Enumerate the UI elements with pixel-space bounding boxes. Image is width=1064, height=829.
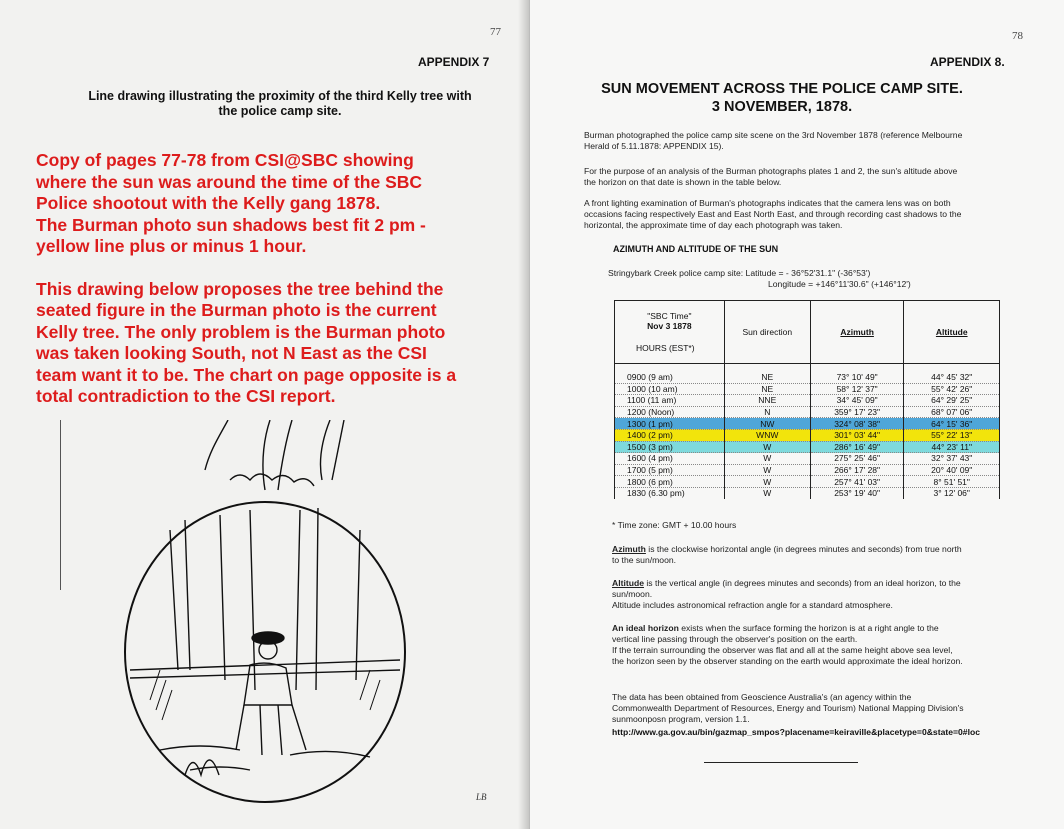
annotation-line: This drawing below proposes the tree behind the [36,278,444,299]
azimuth-cell: 275° 25' 46" [810,453,904,465]
time-cell: 1200 (Noon) [615,406,725,418]
time-cell: 1100 (11 am) [615,395,725,407]
timezone-note: * Time zone: GMT + 10.00 hours [612,520,737,530]
definition-text: sun/moon. [612,589,653,599]
header-time-line: HOURS (EST*) [636,343,695,353]
table-row [615,487,1000,498]
table-row [615,429,1000,441]
azimuth-cell: 286° 16' 49" [810,441,904,453]
header-sun-direction: Sun direction [724,301,810,364]
table-row [615,372,1000,383]
intro-paragraph [584,130,1024,152]
time-cell: 1800 (6 pm) [615,476,725,488]
text-line: Herald of 5.11.1878: APPENDIX 15). [584,141,724,151]
azimuth-cell: 253° 19' 40" [810,487,904,498]
azimuth-cell: 359° 17' 23" [810,406,904,418]
altitude-cell: 32° 37' 43" [904,453,1000,465]
direction-cell: NE [724,383,810,395]
annotation-line: Copy of pages 77-78 from CSI@SBC showing [36,150,414,170]
kelly-tree-line-drawing [60,420,530,810]
altitude-cell: 64° 15' 36" [904,418,1000,430]
annotation-line: yellow line plus or minus 1 hour. [36,236,307,256]
ideal-horizon-term: An ideal horizon [612,623,679,633]
altitude-cell: 68° 07' 06" [904,406,1000,418]
altitude-cell: 55° 42' 26" [904,383,1000,395]
altitude-cell: 64° 29' 25" [904,395,1000,407]
text-line: sunmoonposn program, version 1.1. [612,714,750,724]
text-line: the horizon on that date is shown in the table below. [584,177,782,187]
figure-hat [252,632,284,644]
tree-line [170,510,255,690]
page-subtitle [60,89,500,119]
time-cell: 1700 (5 pm) [615,464,725,476]
altitude-cell: 8° 51' 51" [904,476,1000,488]
azimuth-cell: 301° 03' 44" [810,429,904,441]
azimuth-term: Azimuth [612,544,646,554]
direction-cell: NNE [724,395,810,407]
definition-text: the horizon seen by the observer standing on the earth would approximate the ideal horizon. [612,656,963,666]
text-line: Commonwealth Department of Resources, Energy and Tourism) National Mapping Division's [612,703,964,713]
location-coordinates [608,268,911,290]
azimuth-cell: 257° 41' 03" [810,476,904,488]
direction-cell: W [724,476,810,488]
text-line: horizontal, the approximate time of day each photograph was taken. [584,220,843,230]
altitude-cell: 3° 12' 06" [904,487,1000,498]
annotation-line: Kelly tree. The only problem is the Burman photo [36,321,446,342]
annotation-line: where the sun was around the time of the SBC [36,171,423,192]
azimuth-cell: 324° 08' 38" [810,418,904,430]
text-line: occasions facing respectively East and East North East, and through recording cast shadows to the [584,209,962,219]
table-row [615,476,1000,488]
header-time [615,301,725,364]
azimuth-cell: 266° 17' 28" [810,464,904,476]
figure-legs [236,705,306,755]
time-cell: 1600 (4 pm) [615,453,725,465]
time-cell: 1830 (6.30 pm) [615,487,725,498]
time-cell: 1400 (2 pm) [615,429,725,441]
direction-cell: W [724,441,810,453]
appendix-heading: APPENDIX 8. [930,55,1005,69]
direction-cell: W [724,464,810,476]
direction-cell: WNW [724,429,810,441]
annotation-line: seated figure in the Burman photo is the current [36,300,437,320]
vignette-circle [125,502,405,802]
title-line: SUN MOVEMENT ACROSS THE POLICE CAMP SITE. [601,81,963,97]
header-time-line: "SBC Time" [647,311,692,321]
ground-strokes [160,746,370,770]
time-cell: 1500 (3 pm) [615,441,725,453]
header-altitude: Altitude [904,301,1000,364]
page-number: 77 [490,26,501,38]
tree-trunk [263,420,292,490]
tree-trunk [320,420,344,480]
table-row [615,418,1000,430]
subtitle-line: Line drawing illustrating the proximity of the third Kelly tree with [88,89,472,103]
sun-position-table [614,300,1000,499]
annotation-line: Police shootout with the Kelly gang 1878. [36,193,381,213]
intro-paragraph [584,198,1024,231]
table-row [615,441,1000,453]
definition-text: exists when the surface forming the horizon is at a right angle to the [678,623,939,633]
definition-text: to the sun/moon. [612,555,677,565]
figure-body [244,663,292,705]
time-cell: 1300 (1 pm) [615,418,725,430]
header-azimuth: Azimuth [810,301,904,364]
direction-cell: W [724,487,810,498]
source-url-link[interactable]: http://www.ga.gov.au/bin/gazmap_smpos?placename=keiraville&placetype=0&state=0#loc [612,727,980,737]
data-source-note [612,692,1022,725]
direction-cell: NW [724,418,810,430]
ideal-horizon-definition [612,623,1022,667]
altitude-cell: 20° 40' 09" [904,464,1000,476]
tree-branch [205,420,228,470]
hatching [150,670,380,720]
table-row [615,406,1000,418]
intro-paragraph [584,166,1024,188]
azimuth-cell: 34° 45' 09" [810,395,904,407]
annotation-line: was taken looking South, not N East as the CSI [36,343,427,363]
azimuth-cell: 58° 12' 37" [810,383,904,395]
latitude-line: Stringybark Creek police camp site: Latitude = - 36°52'31.1" (-36°53') [608,268,871,278]
definition-text: Altitude includes astronomical refraction angle for a standard atmosphere. [612,600,893,610]
table-row [615,453,1000,465]
text-line: A front lighting examination of Burman's photographs indicates that the camera lens was on both [584,198,951,208]
azimuth-cell: 73° 10' 49" [810,372,904,383]
altitude-cell: 44° 45' 32" [904,372,1000,383]
appendix-heading: APPENDIX 7 [418,55,490,69]
text-line: The data has been obtained from Geoscience Australia's (an agency within the [612,692,912,702]
tree-canopy [230,474,314,486]
page-number: 78 [1012,30,1023,42]
text-line: Burman photographed the police camp site scene on the 3rd November 1878 (reference Melbourne [584,130,963,140]
table-row [615,395,1000,407]
annotation-line: team want it to be. The chart on page opposite is a [36,364,457,385]
altitude-term: Altitude [612,578,644,588]
header-time-line: Nov 3 1878 [647,321,692,331]
annotation-line: The Burman photo sun shadows best fit 2 pm - [36,214,426,235]
table-row [615,383,1000,395]
longitude-line: Longitude = +146°11'30.6" (+146°12') [768,279,911,289]
altitude-cell: 55° 22' 13" [904,429,1000,441]
footer-rule [704,762,858,763]
definition-text: is the clockwise horizontal angle (in degrees minutes and seconds) from true north [645,544,962,554]
definition-text: If the terrain surrounding the observer was flat and all at the same height above sea level, [612,645,953,655]
direction-cell: NE [724,372,810,383]
direction-cell: N [724,406,810,418]
altitude-definition [612,578,1022,611]
direction-cell: W [724,453,810,465]
page-title [572,80,992,116]
time-cell: 1000 (10 am) [615,383,725,395]
time-cell: 0900 (9 am) [615,372,725,383]
azimuth-definition [612,544,1022,566]
altitude-cell: 44° 23' 11" [904,441,1000,453]
azimuth-heading: AZIMUTH AND ALTITUDE OF THE SUN [613,244,779,254]
artist-signature: LB [476,792,487,802]
definition-text: vertical line passing through the observer's position on the earth. [612,634,858,644]
title-line: 3 NOVEMBER, 1878. [711,99,853,115]
subtitle-line: the police camp site. [218,104,342,118]
sun-table-body [615,364,1000,499]
left-page [0,0,530,829]
definition-text: is the vertical angle (in degrees minutes and seconds) from an ideal horizon, to the [643,578,961,588]
text-line: For the purpose of an analysis of the Burman photographs plates 1 and 2, the sun's altitude above [584,166,958,176]
table-row [615,464,1000,476]
red-annotation-overlay [36,150,526,408]
annotation-line: total contradiction to the CSI report. [36,386,336,406]
